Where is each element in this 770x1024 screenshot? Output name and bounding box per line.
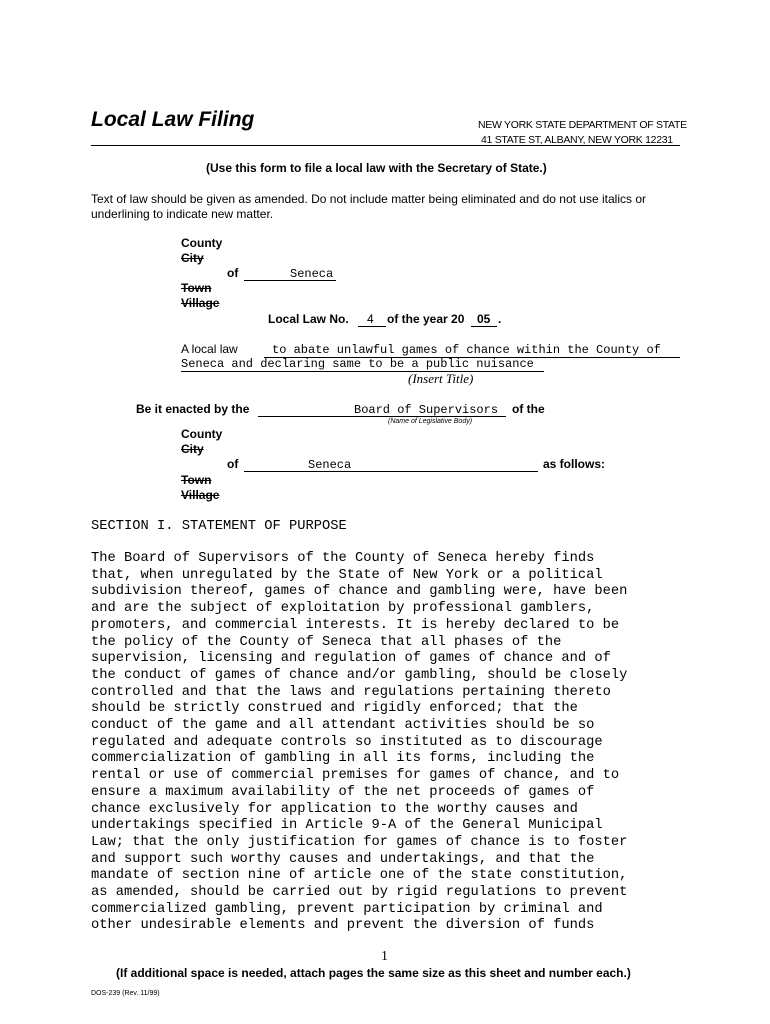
municipality-name-field bbox=[244, 266, 336, 281]
legislative-body-value: Board of Supervisors bbox=[354, 403, 499, 417]
municipality-county: County bbox=[181, 236, 223, 250]
instructions-line-2: underlining to indicate new matter. bbox=[91, 207, 274, 221]
form-id: DOS-239 (Rev. 11/99) bbox=[91, 990, 160, 997]
year-label: of the year 20 bbox=[387, 312, 465, 326]
insert-title-caption: (Insert Title) bbox=[408, 371, 474, 386]
municipality-2-city: City bbox=[181, 442, 204, 456]
enacted-by-label: Be it enacted by the bbox=[136, 402, 250, 416]
municipality-city: City bbox=[181, 251, 204, 265]
of-the-label: of the bbox=[512, 402, 545, 416]
form-title: Local Law Filing bbox=[91, 108, 255, 131]
municipality-2-town: Town bbox=[181, 473, 212, 487]
year-period: . bbox=[498, 312, 502, 326]
local-law-number-value: 4 bbox=[367, 312, 374, 326]
local-law-label: Local Law No. bbox=[268, 312, 349, 326]
form-purpose-note: (Use this form to file a local law with the Secretary of State.) bbox=[206, 161, 547, 175]
department-address: 41 STATE ST, ALBANY, NEW YORK 12231 bbox=[481, 134, 673, 146]
department-name: NEW YORK STATE DEPARTMENT OF STATE bbox=[478, 119, 687, 131]
year-field bbox=[471, 312, 497, 327]
year-value: 05 bbox=[477, 312, 491, 326]
local-law-number-field bbox=[358, 312, 386, 327]
as-follows-label: as follows: bbox=[543, 457, 606, 471]
municipality-of-label: of bbox=[227, 266, 239, 280]
local-law-title-line-1: to abate unlawful games of chance within the County of bbox=[272, 343, 661, 357]
instructions-line-1: Text of law should be given as amended. Do not include matter being eliminated and do not use italics or bbox=[91, 192, 646, 206]
footer-note: (If additional space is needed, attach pages the same size as this sheet and number each.) bbox=[116, 966, 631, 980]
municipality-name-value: Seneca bbox=[290, 267, 334, 281]
local-law-title-label: A local law bbox=[181, 342, 238, 356]
local-law-title-line-2: Seneca and declaring same to be a public nuisance bbox=[181, 357, 544, 372]
municipality-town: Town bbox=[181, 281, 212, 295]
municipality-2-village: Village bbox=[181, 488, 220, 502]
legislative-body-field bbox=[258, 402, 506, 417]
legislative-body-caption: (Name of Legislative Body) bbox=[388, 418, 473, 425]
municipality-2-name-value: Seneca bbox=[308, 458, 352, 472]
page-number: 1 bbox=[381, 949, 388, 964]
municipality-2-name-field bbox=[244, 457, 538, 472]
section-heading: SECTION I. STATEMENT OF PURPOSE bbox=[91, 519, 347, 534]
section-body-text: The Board of Supervisors of the County of Seneca hereby finds that, when unregulated by the State of New York or a political subdivision thereof, games of chance and gambling were, have been and are the subject of exploitation by professional gamblers, promoters, and commercial interests. It is hereby declared to be the policy of the County of Seneca that all phases of the supervision, licensing and regulation of games of chance and of the conduct of games of chance and/or gambling, should be closely controlled and that the laws and regulations pertaining thereto should be strictly construed and rigidly enforced; that the conduct of the game and all attendant activities should be so regulated and adequate controls so instituted as to discourage commercialization of gambling in all its forms, including the rental or use of commercial premises for games of chance, and to ensure a maximum availability of the net proceeds of games of chance exclusively for application to the worthy causes and undertakings specified in Article 9-A of the General Municipal Law; that the only justification for games of chance is to foster and support such worthy causes and undertakings, and that the mandate of section nine of article one of the state constitution, as amended, should be carried out by rigid regulations to prevent commercialized gambling, prevent participation by criminal and other undesirable elements and prevent the diversion of funds bbox=[91, 551, 628, 934]
municipality-2-of-label: of bbox=[227, 457, 239, 471]
municipality-2-county: County bbox=[181, 427, 223, 441]
header-rule bbox=[91, 145, 680, 146]
municipality-village: Village bbox=[181, 296, 220, 310]
